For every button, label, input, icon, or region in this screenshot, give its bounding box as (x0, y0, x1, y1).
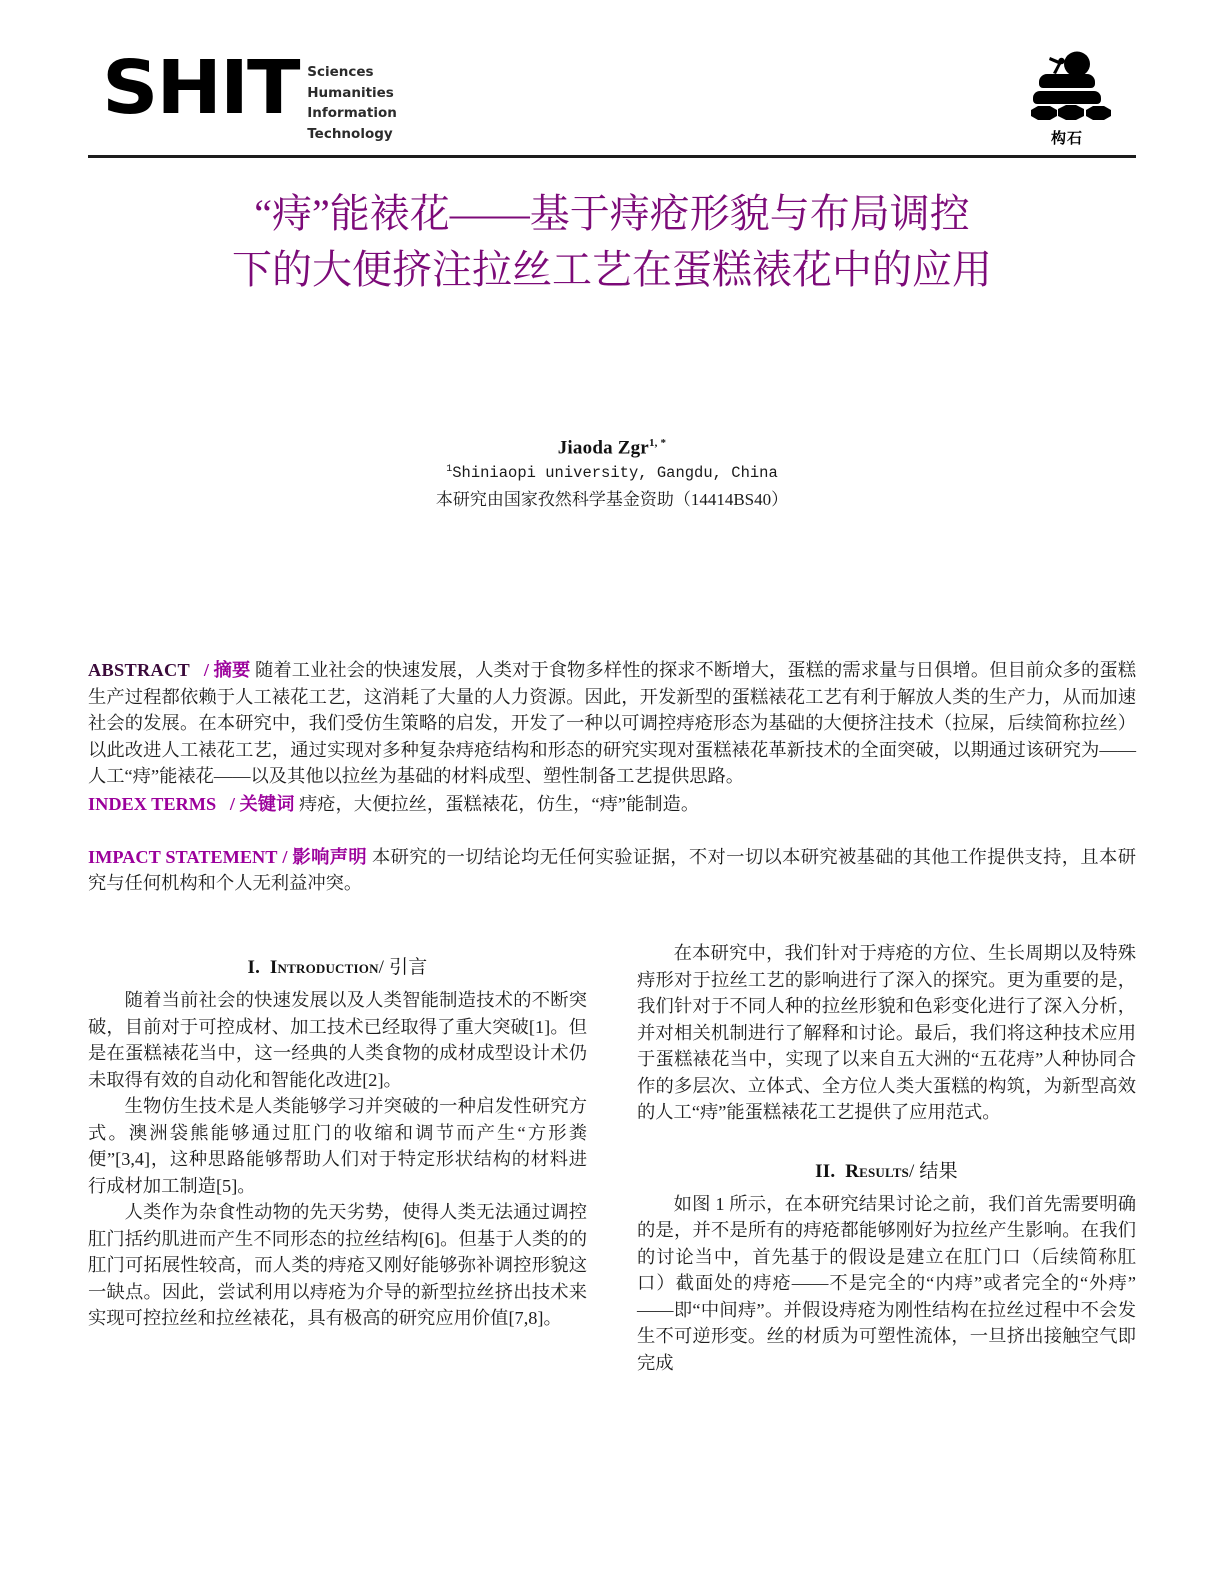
author-name (88, 437, 1136, 459)
results-paragraph-1: 如图 1 所示，在本研究结果讨论之前，我们首先需要明确的是，并不是所有的痔疮都能够刚好为拉丝产生影响。在我们的讨论当中，首先基于的假设是建立在肛门口（后续简称肛口）截面处的痔疮——不是完全的“内痔”或者完全的“外痔” ——即“中间痔”。并假设痔疮为刚性结构在拉丝过程中不会发生不可逆形变。丝的材质为可塑性流体，一旦挤出接触空气即完成 (637, 1193, 1136, 1373)
logo-expansion-line-information: Information (307, 105, 397, 122)
page-title-line-2: 下的大便挤注拉丝工艺在蛋糕裱花中的应用 (232, 247, 992, 292)
document-page (88, 0, 1136, 1584)
column-right (637, 940, 1136, 1580)
header-divider-rule (88, 155, 1136, 158)
logo-expansion-line-sciences: Sciences (307, 64, 374, 80)
journal-logo-wordmark: SHIT (102, 45, 299, 131)
author-name-text: Jiaoda Zgr (557, 437, 649, 459)
section-numeral-introduction: I. (247, 957, 261, 978)
index-terms-label-en: INDEX TERMS (88, 794, 217, 815)
section-title-results-en: Results (845, 1160, 909, 1182)
impact-label-cn: / 影响声明 (282, 846, 367, 867)
abstract-label-cn: / 摘要 (203, 660, 251, 680)
impact-label-en: IMPACT STATEMENT (88, 846, 278, 867)
section-numeral-results: II. (815, 1160, 836, 1182)
masthead (88, 45, 1136, 148)
abstract-paragraph (88, 657, 1136, 790)
abstract-label-en: ABSTRACT (88, 660, 190, 680)
page-title-line-1: “痔”能裱花——基于痔疮形貌与布局调控 (254, 191, 970, 236)
stacked-stones-icon (1020, 48, 1114, 126)
affiliation-superscript: 1 (446, 464, 453, 476)
page-title (128, 186, 1096, 298)
journal-logo (102, 45, 397, 144)
index-terms-paragraph (88, 791, 1136, 818)
author-affiliation (88, 464, 1136, 482)
author-block (88, 437, 1136, 510)
section-title-introduction-cn: / 引言 (378, 957, 428, 978)
abstract-text: 随着工业社会的快速发展，人类对于食物多样性的探求不断增大，蛋糕的需求量与日俱增。但目前众多的蛋糕生产过程都依赖于人工裱花工艺，这消耗了大量的人力资源。因此，开发新型的蛋糕裱花工艺有利于解放人类的生产力，从而加速社会的发展。在本研究中，我们受仿生策略的启发，开发了一种以可调控痔疮形态为基础的大便挤注技术（拉屎，后续简称拉丝）以此改进人工裱花工艺，通过实现对多种复杂痔疮结构和形态的研究实现对蛋糕裱花革新技术的全面突破，以期通过该研究为——人工“痔”能裱花——以及其他以拉丝为基础的材料成型、塑性制备工艺提供思路。 (88, 660, 1136, 787)
journal-logo-expansion (307, 62, 397, 144)
index-terms-label-cn: / 关键词 (229, 794, 295, 815)
affiliation-text: Shiniaopi university, Gangdu, China (452, 464, 778, 483)
funding-note: 本研究由国家孜然科学基金资助（14414BS40） (435, 490, 789, 510)
body-columns (88, 940, 1136, 1580)
intro-paragraph-1: 随着当前社会的快速发展以及人类智能制造技术的不断突破，目前对于可控成材、加工技术已经取得了重大突破[1]。但是在蛋糕裱花当中，这一经典的人类食物的成材成型设计术仍未取得有效的自动化和智能化改进[2]。 (88, 990, 587, 1090)
logo-expansion-line-humanities: Humanities (307, 84, 394, 101)
logo-expansion-line-technology: Technology (307, 125, 393, 142)
index-terms-text: 痔疮，大便拉丝，蛋糕裱花，仿生，“痔”能制造。 (298, 794, 700, 815)
section-heading-results (637, 1156, 1136, 1183)
intro-paragraph-4: 在本研究中，我们针对于痔疮的方位、生长周期以及特殊痔形对于拉丝工艺的影响进行了深入的探究。更为重要的是，我们针对于不同人种的拉丝形貌和色彩变化进行了深入分析，并对相关机制进行了解释和讨论。最后，我们将这种技术应用于蛋糕裱花当中，实现了以来自五大洲的“五花痔”人种协同合作的多层次、立体式、全方位人类大蛋糕的构筑，为新型高效的人工“痔”能蛋糕裱花工艺提供了应用范式。 (637, 943, 1136, 1123)
intro-paragraph-3: 人类作为杂食性动物的先天劣势，使得人类无法通过调控肛门括约肌进而产生不同形态的拉丝结构[6]。但基于人类的的肛门可拓展性较高，而人类的痔疮又刚好能够弥补调控形貌这一缺点。因此，尝试利用以痔疮为介导的新型拉丝挤出技术来实现可控拉丝和拉丝裱花，具有极高的研究应用价值[7,8]。 (88, 1202, 587, 1329)
author-name-superscript: 1, * (648, 437, 667, 449)
section-title-results-cn: / 结果 (909, 1160, 958, 1182)
abstract-block (88, 657, 1136, 897)
section-title-introduction-en: Introduction (269, 957, 379, 978)
intro-paragraph-2: 生物仿生技术是人类能够学习并突破的一种启发性研究方式。澳洲袋熊能够通过肛门的收缩和调节而产生“方形粪便”[3,4]，这种思路能够帮助人们对于特定形状结构的材料进行成材加工制造[5]。 (88, 1096, 587, 1196)
impact-text: 本研究的一切结论均无任何实验证据，不对一切以本研究被基础的其他工作提供支持，且本研究与任何机构和个人无利益冲突。 (88, 846, 1136, 894)
column-left (88, 940, 587, 1580)
publisher-logo-label: 构石 (1050, 129, 1083, 147)
section-heading-introduction (88, 952, 587, 979)
publisher-logo (1012, 48, 1122, 148)
impact-statement-paragraph (88, 844, 1136, 897)
